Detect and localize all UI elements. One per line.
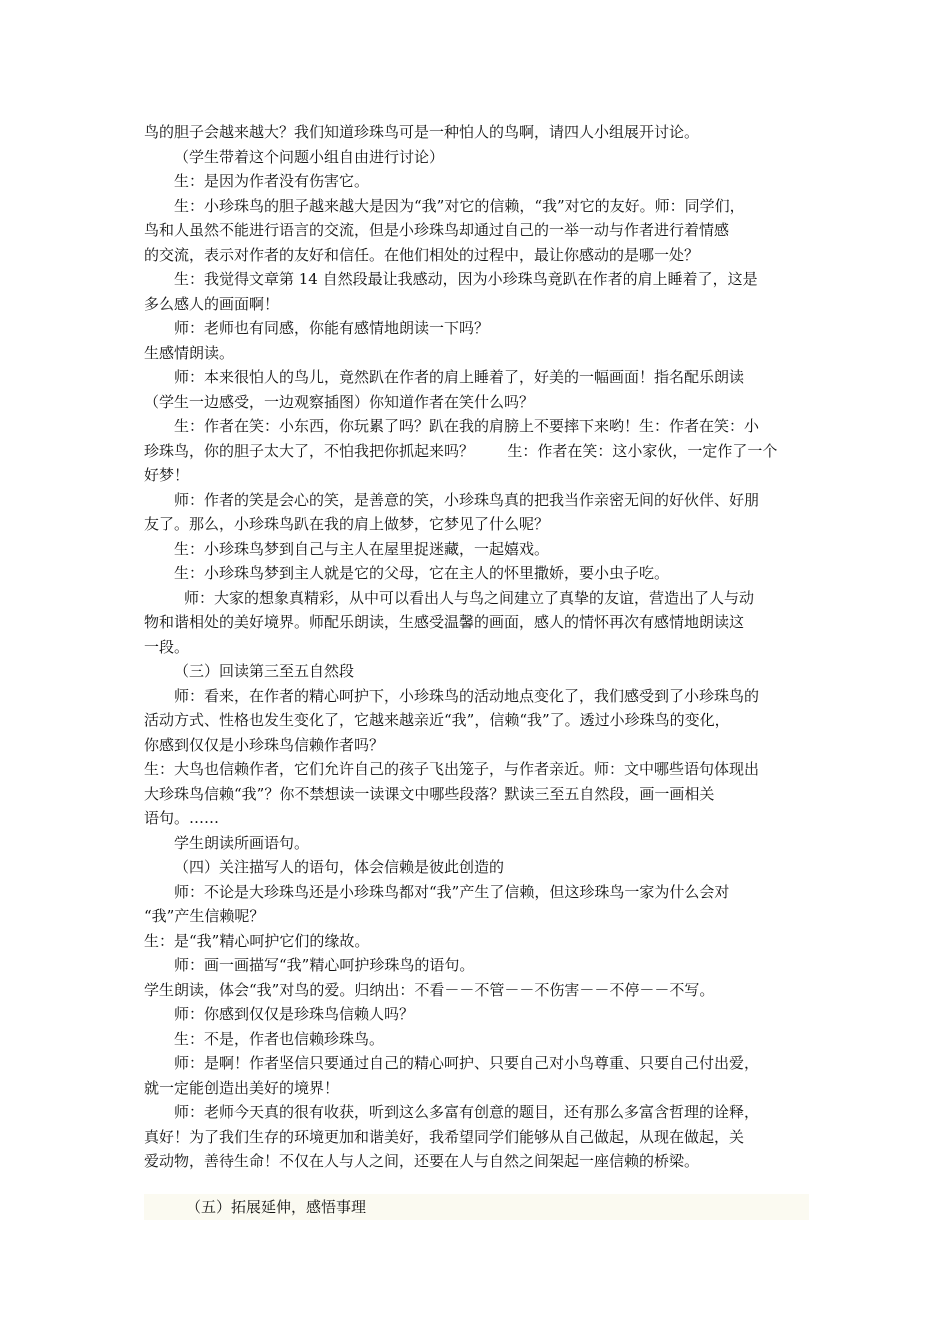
text-line: 生：作者在笑：小东西，你玩累了吗？趴在我的肩膀上不要摔下来哟！生：作者在笑：小 (174, 417, 760, 435)
section-heading-band (144, 1194, 809, 1220)
text-line: 生：小珍珠鸟的胆子越来越大是因为“我”对它的信赖，“我”对它的友好。师：同学们， (174, 196, 745, 215)
text-line: （学生带着这个问题小组自由进行讨论） (174, 147, 445, 166)
text-line: 多么感人的画面啊！ (144, 294, 280, 313)
text-line: 物和谐相处的美好境界。师配乐朗读，生感受温馨的画面，感人的情怀再次有感情地朗读这 (144, 613, 745, 631)
text-line: 爱动物，善待生命！不仅在人与人之间，还要在人与自然之间架起一座信赖的桥梁。 (144, 1152, 700, 1170)
text-line: 的交流，表示对作者的友好和信任。在他们相处的过程中，最让你感动的是哪一处？ (144, 245, 700, 264)
text-line: 师：看来，在作者的精心呵护下，小珍珠鸟的活动地点变化了，我们感受到了小珍珠鸟的 (174, 686, 760, 705)
text-line: 生：不是，作者也信赖珍珠鸟。 (174, 1029, 385, 1048)
text-line: 好梦！ (144, 466, 190, 484)
text-line: 生：大鸟也信赖作者，它们允许自己的孩子飞出笼子，与作者亲近。师：文中哪些语句体现出 (144, 760, 760, 778)
text-line: 师：老师今天真的很有收获，听到这么多富有创意的题目，还有那么多富含哲理的诠释， (174, 1103, 760, 1121)
text-line: “我”产生信赖呢？ (144, 907, 265, 925)
text-line: 大珍珠鸟信赖“我”？你不禁想读一读课文中哪些段落？默读三至五自然段，画一画相关 (144, 784, 715, 803)
text-line: 生：小珍珠鸟梦到自己与主人在屋里捉迷藏，一起嬉戏。 (174, 539, 550, 558)
text-line: （四）关注描写人的语句，体会信赖是彼此创造的 (174, 858, 505, 876)
text-line: 师：老师也有同感，你能有感情地朗读一下吗？ (174, 319, 490, 337)
text-line: 一段。 (144, 637, 190, 656)
text-line: 学生朗读，体会“我”对鸟的爱。归纳出：不看－－不管－－不伤害－－不停－－不写。 (144, 980, 715, 999)
text-line: 师：作者的笑是会心的笑，是善意的笑，小珍珠鸟真的把我当作亲密无间的好伙伴、好朋 (174, 490, 760, 509)
text-line: 师：不论是大珍珠鸟还是小珍珠鸟都对“我”产生了信赖，但这珍珠鸟一家为什么会对 (174, 882, 730, 901)
text-line: 师：画一画描写“我”精心呵护珍珠鸟的语句。 (174, 956, 475, 974)
text-line: 学生朗读所画语句。 (174, 833, 310, 852)
text-line: 师：是啊！作者坚信只要通过自己的精心呵护、只要自己对小鸟尊重、只要自己付出爱， (174, 1054, 760, 1072)
text-line: 语句。…… (144, 809, 220, 827)
text-line: 鸟和人虽然不能进行语言的交流，但是小珍珠鸟却通过自己的一举一动与作者进行着情感 (144, 221, 730, 239)
text-line: 生感情朗读。 (144, 343, 235, 362)
text-line: 活动方式、性格也发生变化了，它越来越亲近“我”，信赖“我”了。透过小珍珠鸟的变化， (144, 711, 730, 729)
text-line: 生：是“我”精心呵护它们的缘故。 (144, 931, 370, 950)
text-line: （三）回读第三至五自然段 (174, 662, 355, 680)
text-line: 生：小珍珠鸟梦到主人就是它的父母，它在主人的怀里撒娇，要小虫子吃。 (174, 564, 670, 582)
text-line: 珍珠鸟，你的胆子太大了，不怕我把你抓起来吗？ 生：作者在笑：这小家伙，一定作了一个 (144, 441, 778, 460)
document-body (144, 120, 809, 1174)
text-line: 鸟的胆子会越来越大？我们知道珍珠鸟可是一种怕人的鸟啊，请四人小组展开讨论。 (144, 123, 700, 141)
text-line: 生：是因为作者没有伤害它。 (174, 172, 370, 190)
text-line: （学生一边感受，一边观察插图）你知道作者在笑什么吗？ (144, 392, 535, 411)
text-line: 你感到仅仅是小珍珠鸟信赖作者吗？ (144, 735, 385, 754)
section-heading: （五）拓展延伸，感悟事理 (186, 1198, 367, 1216)
text-line: 生：我觉得文章第 14 自然段最让我感动，因为小珍珠鸟竟趴在作者的肩上睡着了，这是 (174, 270, 758, 288)
text-line: 师：本来很怕人的鸟儿，竟然趴在作者的肩上睡着了，好美的一幅画面！指名配乐朗读 (174, 368, 745, 386)
text-line: 就一定能创造出美好的境界！ (144, 1078, 340, 1097)
text-line: 友了。那么，小珍珠鸟趴在我的肩上做梦，它梦见了什么呢？ (144, 515, 550, 533)
text-line: 师：大家的想象真精彩，从中可以看出人与鸟之间建立了真挚的友谊，营造出了人与动 (184, 588, 755, 607)
text-line: 师：你感到仅仅是珍珠鸟信赖人吗？ (174, 1005, 415, 1023)
text-line: 真好！为了我们生存的环境更加和谐美好，我希望同学们能够从自己做起，从现在做起，关 (144, 1127, 745, 1146)
